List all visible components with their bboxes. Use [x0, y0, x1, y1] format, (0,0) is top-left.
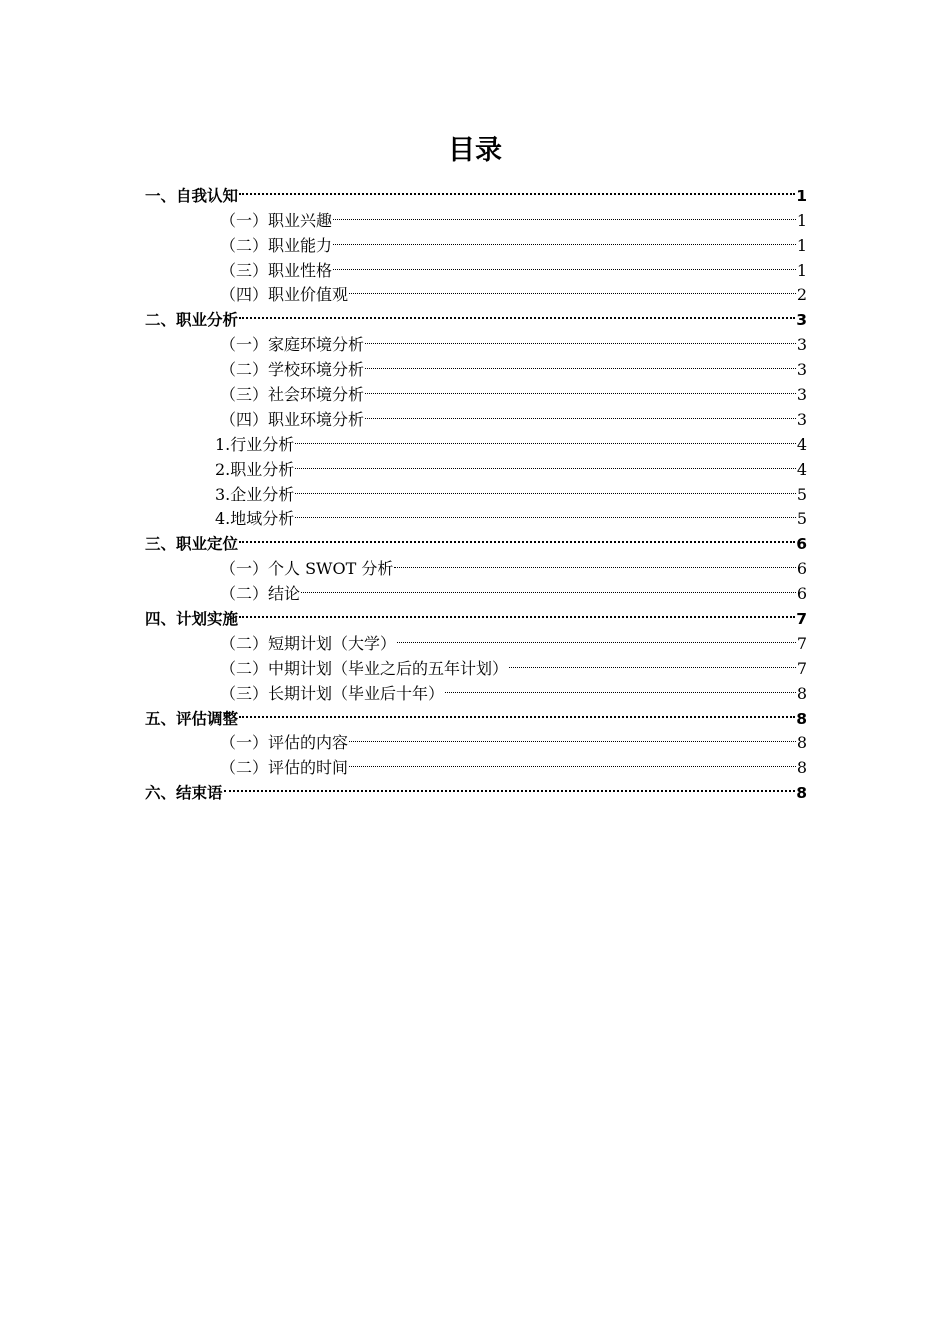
toc-entry-text: （四）职业价值观 — [220, 285, 349, 305]
toc-entry-text: （一）个人 SWOT 分析 — [220, 559, 394, 579]
toc-entry-text: （三）社会环境分析 — [220, 385, 365, 405]
toc-title: 目录 — [448, 135, 502, 166]
toc-dot-leader — [295, 450, 796, 475]
toc-dot-leader — [394, 549, 795, 574]
toc-entry-text: （三）职业性格 — [220, 260, 333, 280]
toc-dot-leader — [239, 300, 795, 325]
toc-entry-text: （二）短期计划（大学） — [220, 633, 397, 653]
toc-page-number: 4 — [796, 459, 807, 479]
toc-entry[interactable] — [145, 524, 807, 554]
toc-dot-leader — [239, 176, 795, 201]
toc-page-number: 5 — [796, 484, 807, 504]
toc-entry[interactable] — [145, 599, 807, 629]
toc-entry-text: （二）学校环境分析 — [220, 360, 365, 380]
toc-dot-leader — [509, 649, 796, 674]
toc-page-number: 1 — [796, 186, 807, 205]
toc-page-number: 5 — [796, 509, 807, 529]
toc-dot-leader — [333, 226, 796, 251]
toc-entry-text: 三、职业定位 — [145, 535, 239, 554]
toc-page-number: 3 — [796, 385, 807, 405]
toc-entry[interactable] — [145, 325, 807, 355]
toc-page-number: 8 — [796, 758, 807, 778]
toc-page-number: 7 — [796, 633, 807, 653]
toc-dot-leader — [239, 524, 795, 549]
toc-page-number: 7 — [796, 610, 807, 629]
toc-dot-leader — [301, 574, 796, 599]
toc-dot-leader — [295, 425, 796, 450]
toc-entry-text: 六、结束语 — [145, 784, 223, 803]
toc-entry-text: 3.企业分析 — [215, 484, 295, 504]
toc-entry-text: （四）职业环境分析 — [220, 409, 365, 429]
toc-entry-text: （二）结论 — [220, 584, 301, 604]
toc-dot-leader — [239, 599, 795, 624]
toc-entry-text: 1.行业分析 — [215, 434, 295, 454]
toc-page-number: 3 — [796, 311, 807, 330]
toc-entry[interactable] — [145, 624, 807, 653]
toc-entry-text: 五、评估调整 — [145, 709, 239, 728]
toc-dot-leader — [224, 773, 796, 798]
toc-entry-text: 二、职业分析 — [145, 311, 239, 330]
toc-entry-text: （二）中期计划（毕业之后的五年计划） — [220, 658, 509, 678]
toc-dot-leader — [365, 400, 796, 425]
toc-entry[interactable] — [145, 699, 807, 728]
toc-dot-leader — [295, 500, 796, 525]
toc-page-number: 3 — [796, 335, 807, 355]
toc-entry-text: （一）职业兴趣 — [220, 210, 333, 230]
toc-entry[interactable] — [145, 724, 807, 753]
toc-dot-leader — [349, 276, 796, 301]
toc-dot-leader — [295, 475, 796, 500]
toc-dot-leader — [239, 699, 795, 724]
toc-dot-leader — [365, 325, 796, 350]
toc-entry[interactable] — [145, 773, 807, 803]
toc-page-number: 4 — [796, 434, 807, 454]
toc-entry-text: （一）评估的内容 — [220, 733, 349, 753]
toc-page-number: 1 — [796, 235, 807, 255]
toc-list — [145, 176, 807, 803]
toc-page-number: 6 — [796, 584, 807, 604]
toc-dot-leader — [445, 674, 796, 699]
toc-dot-leader — [349, 724, 796, 749]
toc-entry-text: 一、自我认知 — [145, 186, 239, 205]
toc-entry-text: 四、计划实施 — [145, 610, 239, 629]
toc-page-number: 1 — [796, 260, 807, 280]
toc-page-number: 2 — [796, 285, 807, 305]
toc-page-number: 1 — [796, 210, 807, 230]
toc-entry-text: （二）职业能力 — [220, 235, 333, 255]
toc-dot-leader — [349, 748, 796, 773]
toc-dot-leader — [365, 375, 796, 400]
toc-entry-text: 2.职业分析 — [215, 459, 295, 479]
toc-page-number: 8 — [796, 784, 807, 803]
toc-dot-leader — [397, 624, 796, 649]
toc-page-number: 8 — [796, 683, 807, 703]
toc-dot-leader — [333, 251, 796, 276]
toc-page-number: 6 — [796, 559, 807, 579]
toc-entry[interactable] — [145, 300, 807, 330]
toc-entry[interactable] — [145, 549, 807, 579]
toc-page-number: 8 — [796, 733, 807, 753]
toc-entry-text: 4.地域分析 — [215, 509, 295, 529]
toc-dot-leader — [333, 201, 796, 226]
toc-page-number: 7 — [796, 658, 807, 678]
toc-page-number: 3 — [796, 360, 807, 380]
toc-entry-text: （三）长期计划（毕业后十年） — [220, 683, 445, 703]
toc-page-number: 8 — [796, 709, 807, 728]
toc-page-number: 6 — [796, 535, 807, 554]
toc-entry[interactable] — [145, 176, 807, 205]
toc-page-number: 3 — [796, 409, 807, 429]
toc-entry-text: （二）评估的时间 — [220, 758, 349, 778]
toc-dot-leader — [365, 350, 796, 375]
toc-entry[interactable] — [145, 201, 807, 230]
toc-entry-text: （一）家庭环境分析 — [220, 335, 365, 355]
